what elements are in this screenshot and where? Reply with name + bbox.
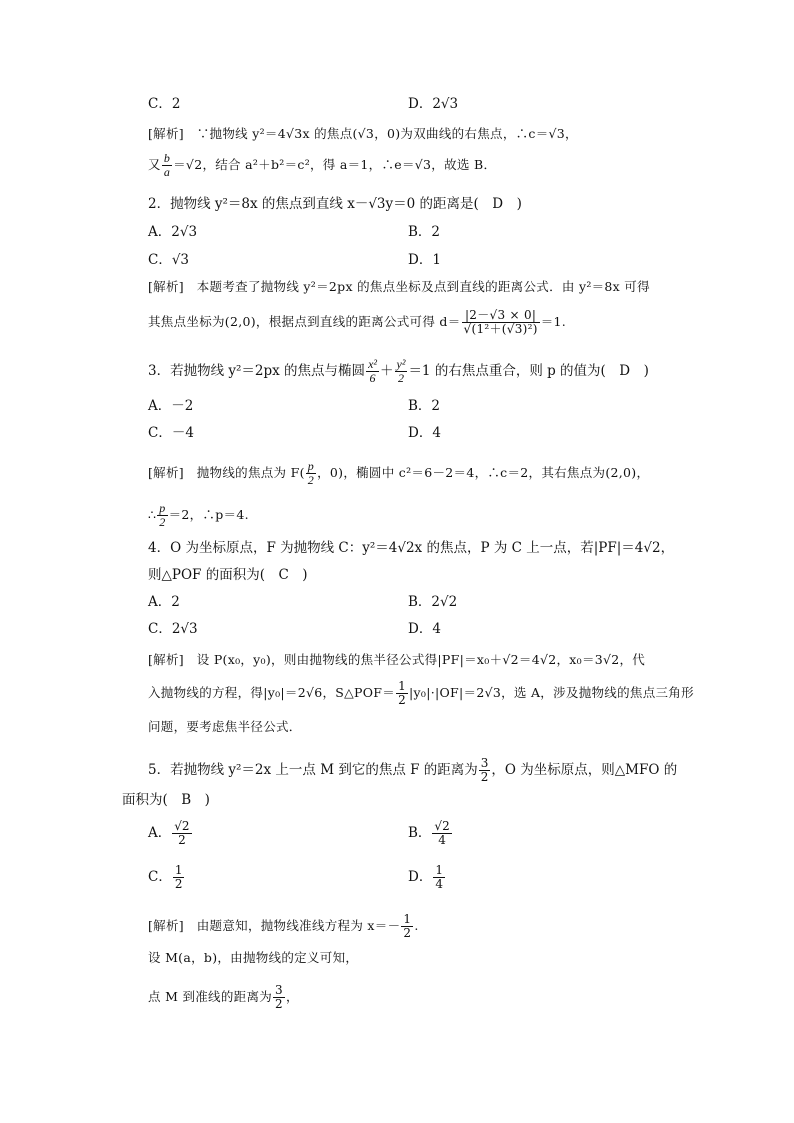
choice-label: B． [408, 825, 432, 841]
q4-choice-b: B．2√2 [408, 594, 458, 610]
fraction-denominator: 6 [369, 371, 376, 385]
q5-choice-c [148, 864, 185, 891]
fraction-denominator: 2 [307, 473, 315, 487]
q5-choice-b-fraction [432, 820, 451, 847]
choice-label: D． [408, 869, 433, 885]
q5-stem1-pre: 5．若抛物线 y²＝2x 上一点 M 到它的焦点 F 的距离为 [148, 762, 478, 778]
fraction-numerator: y² [396, 357, 406, 371]
fraction-denominator: 2 [174, 877, 183, 891]
fraction-denominator: 2 [159, 515, 166, 529]
q5-choice-d-fraction [433, 864, 445, 891]
q3-choice-b: B．2 [408, 398, 441, 414]
q3-sol2-fraction [157, 502, 167, 529]
q5-solution-line-1 [148, 913, 419, 940]
choice-label: C． [148, 869, 172, 885]
fraction-numerator: b [163, 151, 171, 165]
fraction-numerator: |2－√3 × 0| [462, 309, 540, 323]
q3-stem-plus: ＋ [380, 363, 394, 379]
q2-sol2-fraction [462, 309, 540, 336]
q5-choice-a-fraction [172, 820, 191, 847]
q3-stem [148, 358, 649, 385]
q2-solution-line-2 [148, 309, 566, 336]
fraction-denominator: 2 [178, 833, 186, 847]
q4-solution-line-3: 问题，要考虑焦半径公式． [148, 719, 302, 734]
q2-choice-d: D．1 [408, 252, 441, 268]
q4-stem-line-2: 则△POF 的面积为( C ) [148, 567, 308, 583]
fraction-denominator: 4 [435, 877, 443, 891]
q3-sol2-pre: ∴ [148, 507, 157, 522]
q3-stem-fraction-2 [395, 358, 408, 385]
q2-choice-c: C．√3 [148, 252, 190, 268]
q4-choice-d: D．4 [408, 621, 441, 637]
q5-stem1-post: ，O 为坐标原点，则△MFO 的 [491, 762, 678, 778]
q1-choice-d: D．2√3 [408, 96, 459, 112]
q5-solution-line-3 [148, 984, 299, 1011]
fraction-denominator: √(1²＋(√3)²) [463, 322, 538, 336]
q5-stem-line-1 [148, 757, 677, 784]
q1-sol2-fraction [162, 152, 172, 179]
q5-solution-line-2: 设 M(a，b)，由抛物线的定义可知， [148, 950, 359, 965]
q1-sol2-pre: 又 [148, 157, 161, 172]
q3-solution-line-2 [148, 502, 249, 529]
fraction-denominator: 2 [403, 926, 412, 940]
fraction-numerator: x² [368, 357, 377, 371]
q2-solution-line-1: [解析] 本题考查了抛物线 y²＝2px 的焦点坐标及点到直线的距离公式．由 y²＝8x 可得 [148, 279, 650, 294]
q2-choice-a: A．2√3 [148, 224, 198, 240]
q3-solution-line-1 [148, 460, 649, 487]
q1-sol2-post: ＝√2，结合 a²＋b²＝c²，得 a＝1，∴e＝√3，故选 B． [173, 157, 497, 172]
q5-choice-a [148, 820, 193, 847]
q3-stem-fraction-1 [366, 358, 379, 385]
fraction-numerator: 3 [275, 983, 283, 997]
choice-label: A． [148, 825, 172, 841]
q5-stem1-fraction [479, 757, 491, 784]
fraction-denominator: a [163, 165, 171, 179]
q3-sol2-post: ＝2，∴p＝4. [168, 507, 249, 522]
fraction-numerator: 1 [174, 863, 183, 877]
q2-stem: 2．抛物线 y²＝8x 的焦点到直线 x－√3y＝0 的距离是( D ) [148, 196, 522, 212]
q3-choice-a: A．－2 [148, 398, 194, 414]
fraction-numerator: √2 [434, 819, 450, 833]
q4-solution-line-1: [解析] 设 P(x₀，y₀)，则由抛物线的焦半径公式得|PF|＝x₀＋√2＝4√2，x₀＝3√2，代 [148, 652, 646, 667]
q3-stem-pre: 3．若抛物线 y²＝2px 的焦点与椭圆 [148, 363, 366, 379]
q5-choice-b [408, 820, 453, 847]
q2-choice-b: B．2 [408, 224, 441, 240]
fraction-numerator: 3 [480, 756, 489, 770]
q5-stem-line-2: 面积为( B ) [122, 792, 210, 808]
fraction-numerator: p [159, 501, 166, 515]
q5-sol1-post: . [414, 918, 419, 933]
q5-sol3-pre: 点 M 到准线的距离为 [148, 989, 273, 1004]
q4-stem-line-1: 4．O 为坐标原点，F 为抛物线 C：y²＝4√2x 的焦点，P 为 C 上一点，若|PF|＝4√2， [148, 540, 675, 556]
fraction-denominator: 2 [275, 997, 283, 1011]
q5-sol1-pre: [解析] 由题意知，抛物线准线方程为 x＝－ [148, 918, 401, 933]
q3-sol1-post: ，0)，椭圆中 c²＝6－2＝4，∴c＝2，其右焦点为(2,0)， [317, 465, 650, 480]
q4-choice-c: C．2√3 [148, 621, 198, 637]
q4-sol2-post: |y₀|·|OF|＝2√3，选 A，涉及抛物线的焦点三角形 [409, 685, 694, 700]
q4-solution-line-2 [148, 680, 694, 707]
q5-sol3-fraction [273, 984, 285, 1011]
fraction-denominator: 2 [398, 693, 407, 707]
q5-sol1-fraction [401, 913, 413, 940]
q1-solution-line-2 [148, 152, 496, 179]
fraction-denominator: 2 [480, 770, 489, 784]
q4-choice-a: A．2 [148, 594, 180, 610]
fraction-numerator: 1 [403, 912, 412, 926]
fraction-numerator: 1 [398, 679, 407, 693]
q3-choice-d: D．4 [408, 425, 441, 441]
q5-choice-d [408, 864, 446, 891]
q1-solution-line-1: [解析] ∵抛物线 y²＝4√3x 的焦点(√3，0)为双曲线的右焦点，∴c＝√3， [148, 126, 578, 141]
q5-sol3-post: ， [285, 989, 299, 1004]
q5-choice-c-fraction [173, 864, 185, 891]
fraction-denominator: 4 [438, 833, 446, 847]
q4-sol2-fraction [396, 680, 408, 707]
q3-stem-post: ＝1 的右焦点重合，则 p 的值为( D ) [408, 363, 649, 379]
q4-sol2-pre: 入抛物线的方程，得|y₀|＝2√6，S△POF＝ [148, 685, 396, 700]
q2-sol2-post: ＝1. [540, 314, 567, 329]
q1-choice-c: C．2 [148, 96, 181, 112]
q3-sol1-fraction [306, 460, 316, 487]
fraction-numerator: 1 [435, 863, 443, 877]
q3-choice-c: C．－4 [148, 425, 194, 441]
fraction-numerator: √2 [174, 819, 190, 833]
q2-sol2-pre: 其焦点坐标为(2,0)，根据点到直线的距离公式可得 d＝ [148, 314, 461, 329]
fraction-denominator: 2 [397, 371, 404, 385]
q3-sol1-pre: [解析] 抛物线的焦点为 F( [148, 465, 305, 480]
fraction-numerator: p [307, 459, 315, 473]
